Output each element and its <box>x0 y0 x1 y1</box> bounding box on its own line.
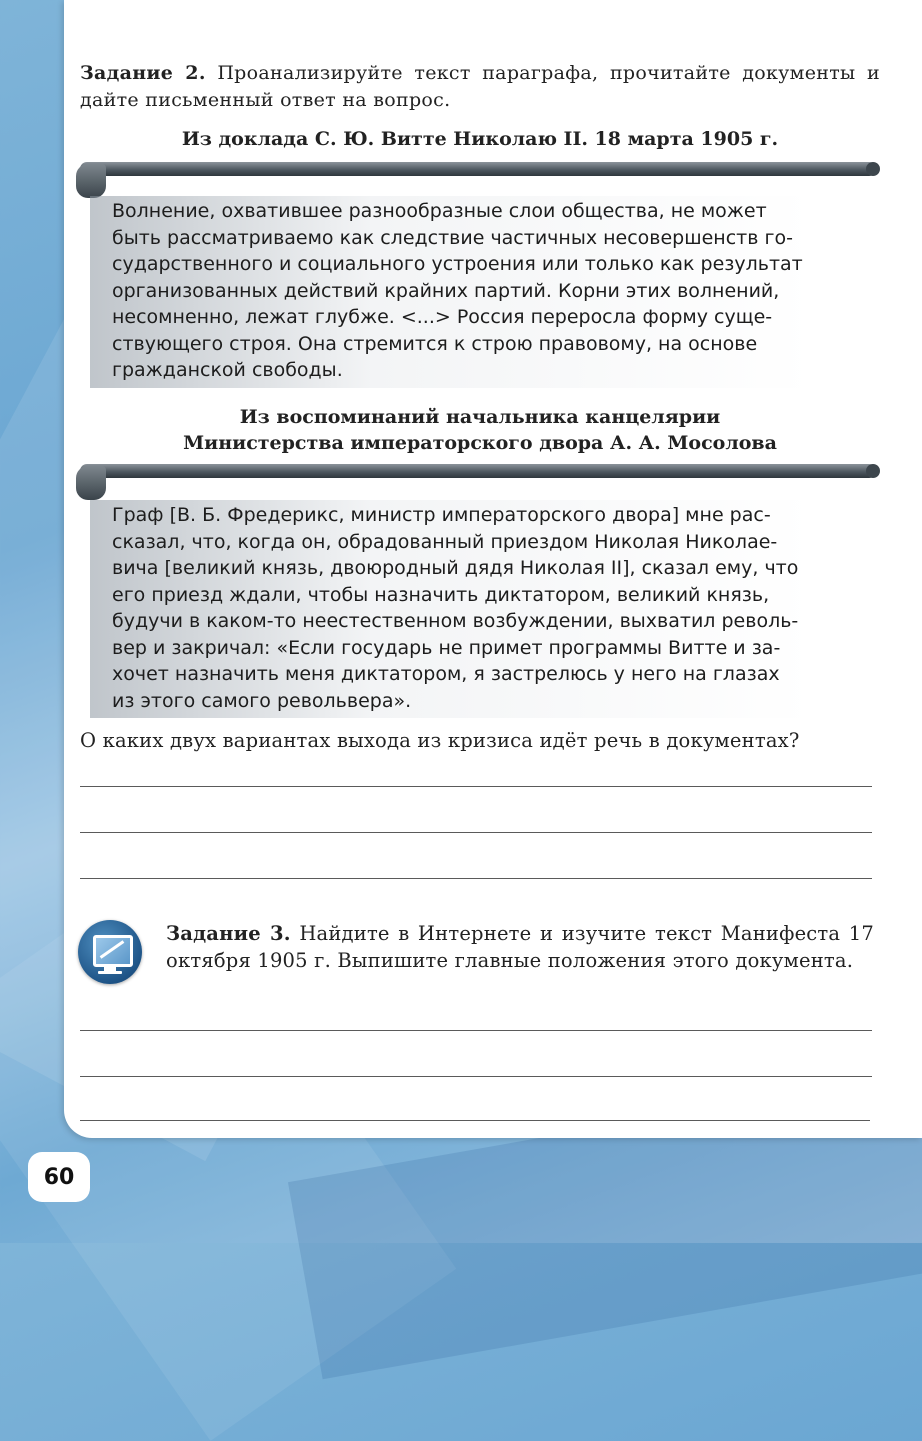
quote-line: сказал, что, когда он, обрадованный приездом Николая Николае- <box>112 530 778 553</box>
computer-icon <box>78 920 142 984</box>
answer-line[interactable] <box>80 1120 870 1121</box>
quote-line: из этого самого револьвера». <box>112 689 412 712</box>
monitor-base <box>98 971 122 974</box>
task-3-instructions: Найдите в Интернете и изучите текст Манифеста 17 октября 1905 г. Выпишите главные положения этого документа. <box>166 922 874 972</box>
scroll-decoration <box>80 464 876 478</box>
quote-line: быть рассматриваемо как следствие частичных несовершенств го- <box>112 226 793 249</box>
page-number: 60 <box>28 1152 90 1202</box>
task-2-text <box>80 60 880 114</box>
document-2-quote <box>90 500 892 718</box>
question-text: О каких двух вариантах выхода из кризиса идёт речь в документах? <box>80 729 800 752</box>
task-2-instructions: Проанализируйте текст параграфа, прочитайте документы и дайте письменный ответ на вопрос. <box>80 62 880 111</box>
quote-line: организованных действий крайних партий. Корни этих волнений, <box>112 279 780 302</box>
answer-line[interactable] <box>80 1076 872 1077</box>
quote-line: вича [великий князь, двоюродный дядя Николая II], сказал ему, что <box>112 557 799 579</box>
task-3-label: Задание 3. <box>166 922 291 945</box>
monitor-screen <box>93 935 133 967</box>
quote-line: сударственного и социального устроения или только как результат <box>112 253 803 275</box>
task-3-text <box>166 920 874 974</box>
document-1-quote <box>90 196 892 388</box>
task-2-label: Задание 2. <box>80 62 206 84</box>
document-2-title-line: Из воспоминаний начальника канцелярии <box>239 406 721 428</box>
document-2-title-line: Министерства императорского двора А. А. Мосолова <box>183 432 777 454</box>
quote-line: ствующего строя. Она стремится к строю правовому, на основе <box>112 332 758 355</box>
quote-line: хочет назначить меня диктатором, я застрелюсь у него на глазах <box>112 663 780 685</box>
answer-line[interactable] <box>80 1030 872 1031</box>
document-2-title <box>80 404 880 456</box>
quote-line: несомненно, лежат глубже. <...> Россия переросла форму суще- <box>112 306 773 328</box>
answer-line[interactable] <box>80 878 872 879</box>
answer-line[interactable] <box>80 832 872 833</box>
quote-line: гражданской свободы. <box>112 359 343 381</box>
quote-line: вер и закричал: «Если государь не примет программы Витте и за- <box>112 636 781 659</box>
quote-line: его приезд ждали, чтобы назначить диктатором, великий князь, <box>112 583 770 606</box>
answer-line[interactable] <box>80 786 872 787</box>
quote-line: будучи в каком-то неестественном возбуждении, выхватил револь- <box>112 610 799 632</box>
quote-line: Граф [В. Б. Фредерикс, министр императорского двора] мне рас- <box>112 504 771 526</box>
scroll-decoration <box>80 162 876 176</box>
document-1-title: Из доклада С. Ю. Витте Николаю II. 18 марта 1905 г. <box>181 128 779 150</box>
quote-line: Волнение, охватившее разнообразные слои общества, не может <box>112 200 767 222</box>
